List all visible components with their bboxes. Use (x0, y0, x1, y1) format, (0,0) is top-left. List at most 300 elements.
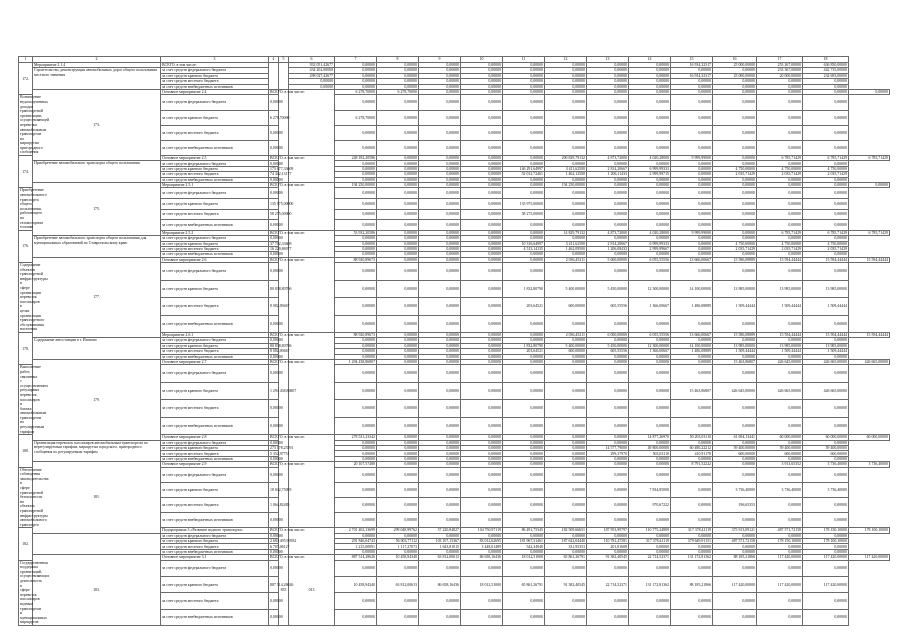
value-cell: 2 814,20667 (587, 241, 629, 246)
value-cell: 0,00000 (757, 125, 803, 140)
value-cell: 13 985,00000 (757, 280, 803, 297)
value-cell: 0,00000 (757, 95, 803, 110)
group-title: Основное мероприятие 3.1 (161, 555, 269, 560)
value-cell: 0,00000 (757, 544, 803, 549)
value-cell: 0,00000 (629, 89, 671, 94)
value-cell: 0,00000 (461, 315, 503, 333)
value-cell: 0,00000 (419, 280, 461, 297)
value-cell: 0,00000 (803, 467, 849, 482)
value-cell: 6 999,99333 (629, 166, 671, 171)
value-cell: 0,00000 (545, 338, 587, 343)
funding-source: за счет средств внебюджетных источников (161, 315, 269, 333)
value-cell: 234 693,00000 (803, 73, 849, 78)
value-cell: 0,00000 (545, 365, 587, 382)
value-cell: 0,00000 (419, 560, 461, 576)
value-cell: 426 665,00000 (849, 359, 890, 364)
value-cell: 0,00000 (629, 533, 671, 538)
value-cell: 0,00000 (377, 161, 419, 166)
funding-source: за счет средств краевого бюджета (161, 280, 269, 297)
value-cell: 1 509,44444 (713, 349, 757, 354)
value-cell: 0,00000 (419, 482, 461, 497)
value-cell: 0,00000 (503, 188, 545, 199)
value-cell: 0,00000 (545, 263, 587, 280)
row-index: 183. (33, 555, 161, 626)
value-cell: 4 750,00000 (803, 241, 849, 246)
value-cell: 0,00000 (503, 95, 545, 110)
funding-source: за счет средств краевого бюджета (161, 166, 269, 171)
value-cell: 0,00000 (671, 140, 713, 155)
value-cell: 0,00000 (757, 533, 803, 538)
value-cell: 605,55556 (587, 298, 629, 315)
value-cell: 2 035,71429 (803, 246, 849, 251)
value-cell: 0,00000 (269, 609, 279, 625)
value-cell: 12 300,00000 (629, 280, 671, 297)
value-cell: 0,00000 (713, 263, 757, 280)
value-cell: 1 117,27073 (377, 544, 419, 549)
value-cell: 298 027,42677 (289, 73, 335, 78)
value-cell: 59 400,00000 (803, 446, 849, 451)
funding-source: за счет средств федерального бюджета (161, 95, 269, 110)
value-cell: 6 278,70000 (269, 110, 279, 125)
value-cell: 1 509,44444 (803, 349, 849, 354)
value-cell: 0,00000 (377, 263, 419, 280)
value-cell: 0,00000 (757, 220, 803, 231)
value-cell: 59 400,00000 (757, 446, 803, 451)
value-cell: 410,91178 (671, 451, 713, 456)
value-cell: 0,00000 (461, 513, 503, 528)
value-cell: 0,00000 (803, 544, 849, 549)
value-cell: 442 735,00000 (803, 68, 849, 73)
value-cell: 0,00000 (629, 68, 671, 73)
value-cell: 0,00000 (671, 440, 713, 445)
value-cell: 0,00000 (377, 593, 419, 609)
value-cell: 0,00000 (269, 140, 279, 155)
value-cell: 0,00000 (419, 73, 461, 78)
value-cell: 0,00000 (419, 359, 461, 364)
value-cell: 0,00000 (671, 365, 713, 382)
value-cell: 0,00000 (461, 220, 503, 231)
value-cell: 5 600,00000 (587, 257, 629, 262)
funding-source: за счет средств краевого бюджета (161, 110, 269, 125)
funding-source: за счет средств местного бюджета (161, 125, 269, 140)
value-cell: 0,00000 (503, 400, 545, 417)
group-title: Основное мероприятие 2.7 (161, 359, 269, 364)
value-cell: 0,00000 (377, 382, 419, 399)
value-cell: 0,00000 (545, 456, 587, 461)
value-cell: 0,00000 (587, 513, 629, 528)
value-cell: 2 035,71429 (713, 172, 757, 177)
value-cell: 0,00000 (419, 467, 461, 482)
value-cell: 600,00000 (545, 349, 587, 354)
value-cell: 4 750,00000 (757, 166, 803, 171)
value-cell: 0,00000 (335, 549, 377, 554)
value-cell: 0,00000 (269, 263, 279, 280)
value-cell: 0,00000 (713, 68, 757, 73)
value-cell: 5 450,00000 (587, 280, 629, 297)
value-cell: 0,00000 (587, 549, 629, 554)
value-cell: 0,00000 (419, 95, 461, 110)
value-cell: 1 064,82485 (269, 497, 279, 512)
value-cell: 0,00000 (419, 172, 461, 177)
value-cell: 65 861,26791 (503, 576, 545, 592)
funding-source: ВСЕГО, в том числе: (270, 90, 305, 95)
value-cell: 0,00000 (377, 209, 419, 220)
value-cell: 5 400,00000 (545, 280, 587, 297)
value-cell: 6 278,70000 (335, 110, 377, 125)
value-cell: 2 999,99667 (629, 246, 671, 251)
value-cell: 88 185,21866 (671, 576, 713, 592)
value-cell: 0,00000 (587, 400, 629, 417)
value-cell: 0,00000 (629, 263, 671, 280)
value-cell: 0,00000 (757, 236, 803, 241)
value-cell: 6 999,99333 (629, 241, 671, 246)
value-cell: 0,00000 (587, 188, 629, 199)
value-cell: 0,00000 (377, 400, 419, 417)
funding-source: за счет средств внебюджетных источников (161, 513, 269, 528)
value-cell: 0,00000 (461, 280, 503, 297)
value-cell: 0,00000 (269, 560, 279, 576)
value-cell: 0,00000 (377, 183, 419, 188)
value-cell: 0,00000 (757, 183, 803, 188)
value-cell: 0,00000 (545, 68, 587, 73)
value-cell: 0,00000 (461, 172, 503, 177)
value-cell: 0,00000 (587, 198, 629, 209)
value-cell: 117 420,00000 (757, 576, 803, 592)
value-cell: 4 750,00000 (713, 166, 757, 171)
value-cell: 6 785,71429 (803, 230, 849, 235)
value-cell: 0,00000 (587, 84, 629, 89)
value-cell: 0,00000 (587, 161, 629, 166)
value-cell: 0,00000 (377, 280, 419, 297)
funding-source: за счет средств внебюджетных источников (161, 177, 269, 182)
value-cell: 434 202,00000 (289, 68, 335, 73)
value-cell: 6 785,71429 (757, 230, 803, 235)
value-cell: 0,00000 (503, 252, 545, 257)
value-cell: 0,00000 (377, 188, 419, 199)
value-cell: 0,00000 (629, 560, 671, 576)
value-cell: 0,00000 (713, 125, 757, 140)
value-cell: 426 665,00000 (803, 382, 849, 399)
value-cell: 426 665,00000 (803, 359, 849, 364)
value-cell: 0,00000 (419, 456, 461, 461)
value-cell: 0,00000 (503, 230, 545, 235)
value-cell: 2 035,71429 (713, 246, 757, 251)
value-cell: 0,00000 (545, 161, 587, 166)
value-cell: 15 594,44444 (803, 257, 849, 262)
value-cell: 0,00000 (335, 246, 377, 251)
value-cell: 201,81608 (587, 544, 629, 549)
value-cell: 0,00000 (629, 440, 671, 445)
value-cell: 0,00000 (335, 79, 377, 84)
value-cell: 131 172,81362 (629, 576, 671, 592)
value-cell: 0,00000 (629, 110, 671, 125)
value-cell: 0,00000 (503, 417, 545, 435)
value-cell: 932 051,42677 (289, 63, 335, 68)
value-cell: 0,00000 (335, 125, 377, 140)
value-cell: 0,00000 (335, 177, 377, 182)
value-cell: 0,00000 (545, 400, 587, 417)
value-cell: 0,00000 (335, 365, 377, 382)
value-cell: 0,00000 (419, 79, 461, 84)
value-cell: 0,00000 (335, 417, 377, 435)
value-cell: 0,00000 (757, 365, 803, 382)
value-cell: 0,00000 (503, 183, 545, 188)
value-cell: 2 036,45211 (545, 333, 587, 338)
value-cell: 0,00000 (587, 593, 629, 609)
value-cell: 0,00000 (713, 315, 757, 333)
value-cell: 0,00000 (671, 354, 713, 359)
value-cell: 14 877,26970 (629, 435, 671, 440)
value-cell: 0,00000 (713, 560, 757, 576)
value-cell: 0,00000 (503, 354, 545, 359)
value-cell: 0,00000 (377, 68, 419, 73)
value-cell: 0,00000 (270, 236, 283, 241)
funding-source: за счет средств местного бюджета (161, 544, 269, 549)
value-cell: 0,00000 (377, 440, 419, 445)
value-cell: 0,00000 (629, 177, 671, 182)
value-cell: 0,00000 (713, 198, 757, 209)
value-cell: 0,00000 (545, 549, 587, 554)
value-cell: 0,00000 (713, 456, 757, 461)
value-cell: 15 463,86807 (671, 382, 713, 399)
value-cell: 0,00000 (461, 257, 503, 262)
value-cell: 0,00000 (671, 593, 713, 609)
value-cell: 0,00000 (757, 110, 803, 125)
value-cell: 65 861,26791 (545, 555, 587, 560)
value-cell: 0,00000 (335, 140, 377, 155)
value-cell: 0,00000 (419, 68, 461, 73)
value-cell: 0,00000 (419, 63, 461, 68)
value-cell: 6 000,00000 (587, 333, 629, 338)
value-cell: 503,03110 (629, 451, 671, 456)
code-cell-2 (289, 257, 335, 332)
value-cell: 0,00000 (803, 161, 849, 166)
value-cell: 110 781,47581 (587, 539, 629, 544)
value-cell: 0,00000 (713, 609, 757, 625)
value-cell: 0,00000 (587, 497, 629, 512)
value-cell: 0,00000 (461, 440, 503, 445)
group-title: Мероприятие 2.1.4 (33, 63, 161, 68)
value-cell: 3 913,65352 (757, 462, 803, 467)
value-cell: 91 382,40545 (545, 576, 587, 592)
value-cell: 3 411,62500 (545, 166, 587, 171)
value-cell: 2 701 402,13699 (335, 528, 377, 533)
group-description (33, 533, 161, 555)
column-number-cell: 5 (279, 57, 289, 63)
value-cell: 0,00000 (671, 177, 713, 182)
value-cell: 0,00000 (335, 298, 377, 315)
value-cell: 0,00000 (713, 462, 757, 467)
value-cell: 0,00000 (269, 315, 279, 333)
value-cell: 0,00000 (587, 220, 629, 231)
value-cell: 0,00000 (757, 161, 803, 166)
value-cell: 0,00000 (503, 68, 545, 73)
value-cell: 6 785,71429 (757, 156, 803, 161)
value-cell: 3 736,40000 (713, 482, 757, 497)
value-cell: 80 838,80706 (270, 343, 292, 348)
value-cell: 0,00000 (377, 560, 419, 576)
value-cell: 0,00000 (335, 593, 377, 609)
value-cell: 0,00000 (757, 177, 803, 182)
value-cell: 0,00000 (671, 68, 713, 73)
value-cell: 3 736,40000 (803, 462, 849, 467)
value-cell: 6 055,55556 (629, 257, 671, 262)
value-cell: 0,00000 (461, 560, 503, 576)
value-cell: 1 294 438,86807 (269, 382, 279, 399)
value-cell: 0,00000 (377, 125, 419, 140)
value-cell: 0,00000 (803, 177, 849, 182)
value-cell: 52 012,72461 (503, 172, 545, 177)
value-cell: 0,00000 (377, 166, 419, 171)
value-cell: 50 203,03110 (671, 435, 713, 440)
value-cell: 0,00000 (587, 125, 629, 140)
value-cell: 49 800,00000 (629, 446, 671, 451)
value-cell: 0,00000 (587, 435, 629, 440)
value-cell: 0,00000 (419, 549, 461, 554)
value-cell: 0,00000 (545, 236, 587, 241)
value-cell: 4 750,00000 (803, 166, 849, 171)
value-cell: 0,00000 (803, 609, 849, 625)
value-cell: 0,00000 (269, 513, 279, 528)
value-cell: 0,00000 (377, 462, 419, 467)
funding-source: за счет средств краевого бюджета (161, 382, 269, 399)
value-cell: 0,00000 (629, 73, 671, 78)
value-cell: 0,00000 (545, 382, 587, 399)
value-cell: 0,00000 (289, 84, 335, 89)
value-cell: 178 100,10000 (803, 539, 849, 544)
value-cell: 0,00000 (503, 359, 545, 364)
value-cell: 0,00000 (713, 188, 757, 199)
funding-source: за счет средств федерального бюджета (161, 68, 269, 73)
funding-source: за счет средств краевого бюджета (161, 73, 269, 78)
value-cell: 0,00000 (377, 549, 419, 554)
value-cell: 0,00000 (803, 338, 849, 343)
value-cell: 0,00000 (377, 365, 419, 382)
group-title: Мероприятие 2.6.1 (161, 333, 269, 338)
funding-source: ВСЕГО, в том числе: (270, 257, 305, 262)
value-cell: 86 491,75345 (503, 528, 545, 533)
value-cell: 0,00000 (419, 333, 461, 338)
value-cell: 2 036,45211 (545, 257, 587, 262)
value-cell: 1 486,08889 (671, 349, 713, 354)
value-cell: 0,00000 (503, 482, 545, 497)
value-cell: 0,00000 (671, 467, 713, 482)
value-cell: 0,00000 (461, 209, 503, 220)
group-description: Приобретение автомобильного транспорта общего пользования для муниципальных образований по Ставропольскому краю (33, 236, 161, 258)
value-cell: 0,00000 (335, 315, 377, 333)
value-cell: 0,00000 (757, 84, 803, 89)
value-cell: 0,00000 (377, 497, 419, 512)
funding-source: за счет средств местного бюджета (161, 246, 269, 251)
value-cell: 0,00000 (419, 343, 461, 348)
value-cell: 0,00000 (503, 125, 545, 140)
value-cell: 0,00000 (545, 84, 587, 89)
value-cell: 1 206,11433 (587, 172, 629, 177)
value-cell: 0,00000 (587, 560, 629, 576)
value-cell: 0,00000 (671, 241, 713, 246)
value-cell: 0,00000 (713, 161, 757, 166)
row-index: 174. (19, 156, 33, 188)
column-number-cell: 9 (419, 57, 461, 63)
value-cell: 16 934,32317 (671, 63, 713, 68)
value-cell: 487 571,72158 (713, 539, 757, 544)
value-cell: 0,00000 (587, 252, 629, 257)
value-cell: 0,00000 (713, 365, 757, 382)
value-cell: 6 785,71429 (803, 156, 849, 161)
value-cell: 117 420,00000 (849, 555, 890, 560)
value-cell: 0,00000 (270, 354, 283, 359)
value-cell: 13 985,00000 (757, 343, 803, 348)
value-cell: 0,00000 (377, 140, 419, 155)
value-cell: 0,00000 (587, 73, 629, 78)
value-cell: 0,00000 (545, 79, 587, 84)
value-cell: 0,00000 (377, 110, 419, 125)
value-cell: 203,64521 (503, 298, 545, 315)
funding-source: за счет средств внебюджетных источников (161, 252, 269, 257)
value-cell: 0,00000 (461, 183, 503, 188)
value-cell: 0,00000 (629, 236, 671, 241)
funding-source: за счет средств краевого бюджета (161, 198, 269, 209)
value-cell: 0,00000 (461, 593, 503, 609)
value-cell: 15 594,44444 (757, 257, 803, 262)
value-cell: 0,00000 (503, 220, 545, 231)
column-number-cell: 8 (377, 57, 419, 63)
value-cell: 0,00000 (377, 456, 419, 461)
value-cell: 0,00000 (461, 263, 503, 280)
value-cell: 0,00000 (671, 609, 713, 625)
value-cell: 4 513,14135 (503, 246, 545, 251)
value-cell: 181 967,31461 (503, 539, 545, 544)
value-cell: 0,00000 (419, 84, 461, 89)
value-cell: 0,00000 (503, 177, 545, 182)
value-cell: 0,00000 (629, 140, 671, 155)
value-cell: 0,00000 (461, 456, 503, 461)
value-cell: 0,00000 (671, 125, 713, 140)
value-cell: 18 012,51000 (461, 576, 503, 592)
value-cell: 0,00000 (461, 68, 503, 73)
value-cell: 0,00000 (377, 609, 419, 625)
column-number-cell: 2 (33, 57, 161, 63)
value-cell: 14 829,79132 (545, 230, 587, 235)
value-cell: 0,00000 (377, 533, 419, 538)
value-cell: 182 509,66651 (545, 528, 587, 533)
value-cell: 0,00000 (545, 440, 587, 445)
value-cell: 0,00000 (757, 252, 803, 257)
value-cell: 0,00000 (545, 177, 587, 182)
value-cell: 0,00000 (419, 497, 461, 512)
value-cell: 25 000,00000 (713, 73, 757, 78)
value-cell: 0,00000 (269, 125, 279, 140)
value-cell: 0,00000 (671, 482, 713, 497)
value-cell: 60 480,22212 (671, 446, 713, 451)
group-title: Основное мероприятие 2.9 (161, 462, 269, 467)
value-cell: 0,00000 (587, 417, 629, 435)
funding-source: за счет средств краевого бюджета (161, 343, 269, 348)
value-cell: 74 442,13177 (270, 172, 292, 177)
value-cell: 0,00000 (461, 95, 503, 110)
value-cell: 0,00000 (335, 252, 377, 257)
value-cell: 57 220,84827 (419, 528, 461, 533)
value-cell: 0,00000 (419, 198, 461, 209)
funding-source: за счет средств федерального бюджета (161, 236, 269, 241)
value-cell: 0,00000 (671, 236, 713, 241)
row-index: 175. (33, 183, 161, 236)
value-cell: 1 486,08889 (671, 298, 713, 315)
value-cell: 0,00000 (503, 257, 545, 262)
row-index: 182. (19, 528, 33, 560)
value-cell: 0,00000 (713, 549, 757, 554)
code-cell-2 (289, 462, 335, 528)
